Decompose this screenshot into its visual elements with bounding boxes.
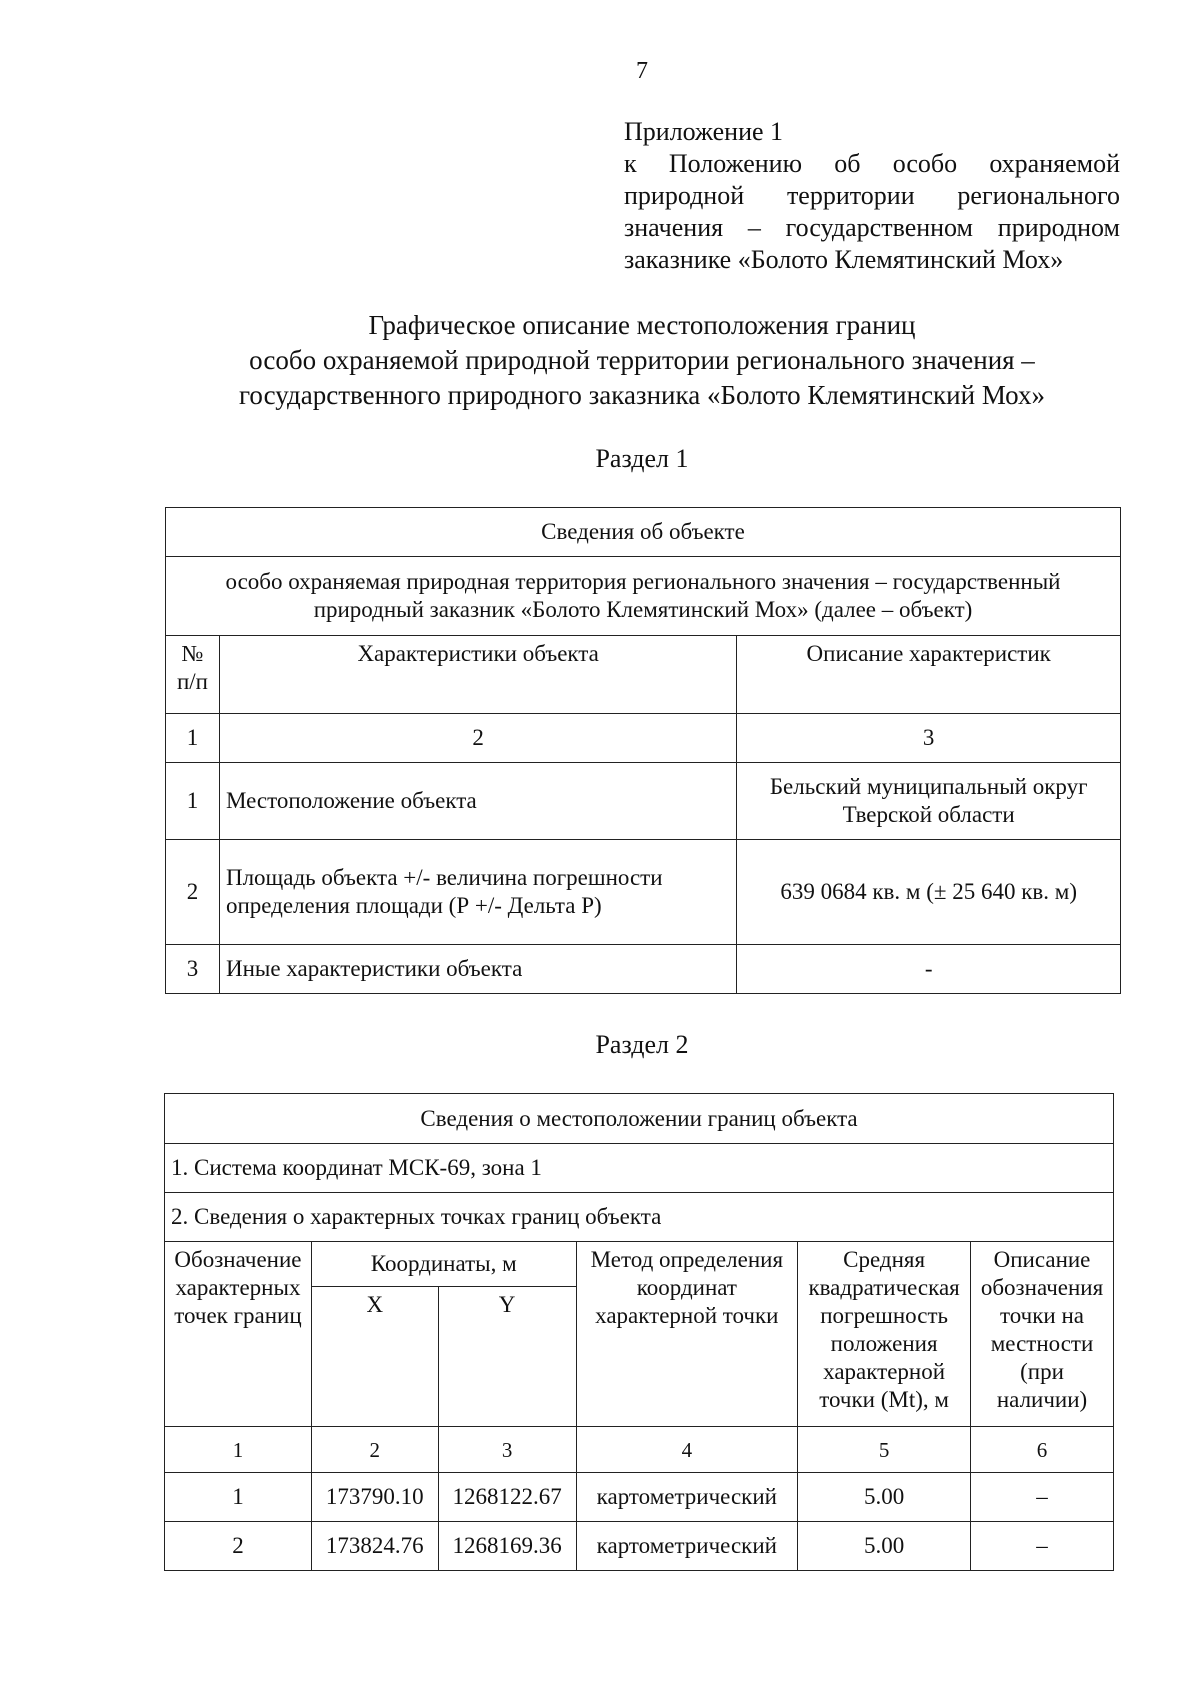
column-number-row: [166, 714, 1121, 763]
column-number: 5: [798, 1427, 971, 1473]
table-row: [165, 1473, 1114, 1522]
row-description: Бельский муниципальный округ Тверской области: [737, 763, 1121, 840]
point-id: 1: [165, 1473, 312, 1522]
point-y: 1268169.36: [438, 1522, 576, 1571]
header-method: Метод определения координат характерной точки: [576, 1242, 798, 1427]
row-characteristic: Местоположение объекта: [219, 763, 736, 840]
table-title: Сведения об объекте: [166, 508, 1121, 557]
document-title-line: государственного природного заказника «Болото Клемятинский Мох»: [239, 380, 1045, 410]
column-number: 3: [737, 714, 1121, 763]
point-error: 5.00: [798, 1522, 971, 1571]
coordinate-system: 1. Система координат МСК-69, зона 1: [165, 1144, 1114, 1193]
header-error: Средняя квадратическая погрешность положения характерной точки (Mt), м: [798, 1242, 971, 1427]
column-number: 6: [971, 1427, 1114, 1473]
point-description: –: [971, 1522, 1114, 1571]
row-description: 639 0684 кв. м (± 25 640 кв. м): [737, 840, 1121, 945]
document-title: [0, 308, 1200, 413]
point-y: 1268122.67: [438, 1473, 576, 1522]
table-row: [165, 1522, 1114, 1571]
section-1-heading: Раздел 1: [595, 444, 689, 473]
table-row: [166, 763, 1121, 840]
table-row: [166, 840, 1121, 945]
points-title: 2. Сведения о характерных точках границ объекта: [165, 1193, 1114, 1242]
column-number: 3: [438, 1427, 576, 1473]
column-number: 1: [166, 714, 220, 763]
boundary-points-table: [164, 1093, 1114, 1571]
annex-line: к Положению об особо охраняемой: [624, 149, 1120, 178]
annex-title: Приложение 1: [624, 117, 784, 146]
column-number-row: [165, 1427, 1114, 1473]
annex-block: [624, 116, 1120, 276]
annex-line: заказнике «Болото Клемятинский Мох»: [624, 245, 1064, 274]
page-number: 7: [636, 58, 648, 84]
header-characteristics: Характеристики объекта: [219, 636, 736, 714]
point-error: 5.00: [798, 1473, 971, 1522]
point-id: 2: [165, 1522, 312, 1571]
table-title: Сведения о местоположении границ объекта: [165, 1094, 1114, 1144]
column-number: 2: [311, 1427, 438, 1473]
row-characteristic: Площадь объекта +/- величина погрешности определения площади (Р +/- Дельта Р): [219, 840, 736, 945]
header-y: Y: [438, 1287, 576, 1427]
annex-line: значения – государственном природном: [624, 213, 1120, 242]
point-method: картометрический: [576, 1522, 798, 1571]
document-title-line: особо охраняемой природной территории регионального значения –: [249, 345, 1035, 375]
row-num: 1: [166, 763, 220, 840]
point-x: 173824.76: [311, 1522, 438, 1571]
row-description: -: [737, 945, 1121, 994]
column-number: 2: [219, 714, 736, 763]
object-info-table: [165, 507, 1121, 994]
header-designation: Обозначение характерных точек границ: [165, 1242, 312, 1427]
header-coordinates: Координаты, м: [311, 1242, 576, 1287]
row-num: 3: [166, 945, 220, 994]
table-row: [166, 945, 1121, 994]
row-characteristic: Иные характеристики объекта: [219, 945, 736, 994]
section-2-heading: Раздел 2: [595, 1030, 689, 1059]
document-title-line: Графическое описание местоположения границ: [368, 310, 916, 340]
header-num: № п/п: [166, 636, 220, 714]
point-description: –: [971, 1473, 1114, 1522]
header-x: X: [311, 1287, 438, 1427]
point-method: картометрический: [576, 1473, 798, 1522]
header-description: Описание характеристик: [737, 636, 1121, 714]
point-x: 173790.10: [311, 1473, 438, 1522]
row-num: 2: [166, 840, 220, 945]
header-location-description: Описание обозначения точки на местности (при наличии): [971, 1242, 1114, 1427]
object-description: особо охраняемая природная территория регионального значения – государственный природный заказник «Болото Клемятинский Мох» (далее – объект): [166, 557, 1121, 636]
column-number: 1: [165, 1427, 312, 1473]
annex-line: природной территории регионального: [624, 181, 1120, 210]
column-number: 4: [576, 1427, 798, 1473]
